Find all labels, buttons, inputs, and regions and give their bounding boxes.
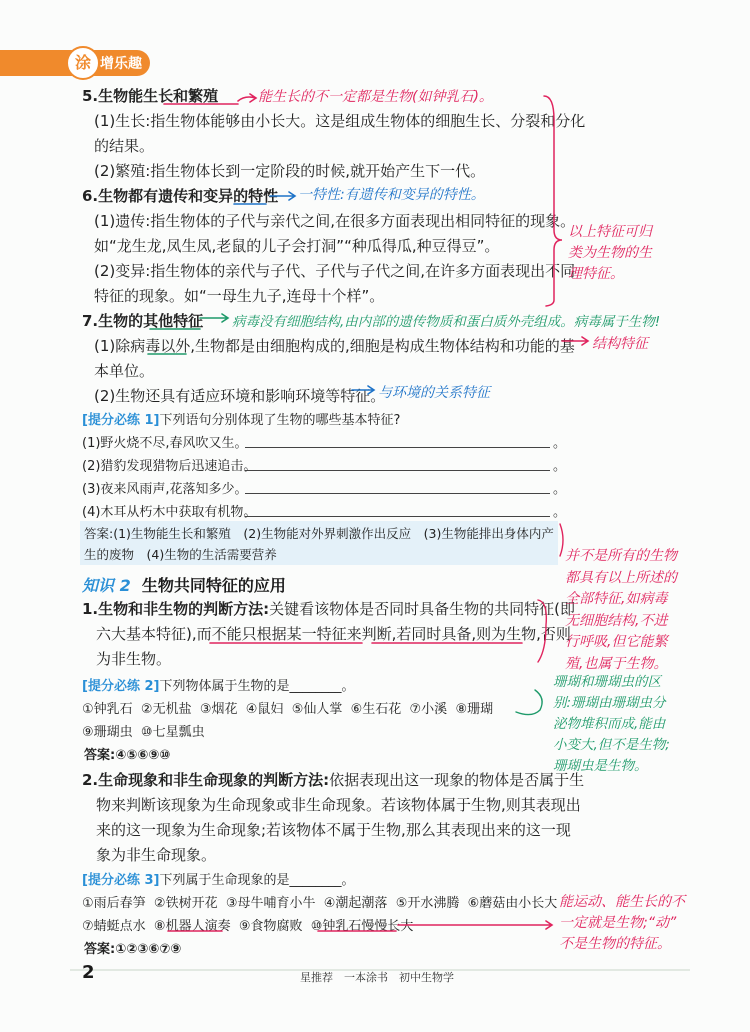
exercise2-options-row2: ⑨珊瑚虫 ⑩七星瓢虫 <box>82 725 205 740</box>
section7-p2: (2)生物还具有适应环境和影响环境等特征。 <box>94 387 386 405</box>
page: 涂 增乐趣 5.生物能生长和繁殖 (1)生长:指生物体能够由小长大。这是组成生物体的细胞生长、分裂和分化 的结果。 (2)繁殖:指生物体长到一定阶段的时候,就开始产生下一代。 6.生物都有遗传和变异的特性 (1)遗传:指生物体的子代与亲代之间,在很多方面表现出相同特征的现象。 如“龙生龙,凤生凤,老鼠的儿子会打洞”“种瓜得瓜,种豆得豆”。 (2)变异:指生物体的亲代与子代、子代与子代之间,在许多方面表现出不同 特征的现象。如“一母生九子,连母十个样”。 7.生物的其他特征 (1)除病毒以外,生物都是由细胞构成的,细胞是构成生物体结构和功能的基 本单位。 (2)生物还具有适应环境和影响环境等特征。 [提分必练 1]下列语句分别体现了生物的哪些基本特征? (1)野火烧不尽,春风吹又生。 。 (2)猎豹发现猎物后迅速追击。 。 (3)夜来风雨声,花落知多少。 。 (4)木耳从朽木中获取有机物。 。 答案:(1)生物能生长和繁殖 (2)生物能对外界刺激作出反应 (3)生物能排出身体内产 生的废物 (4)生物的生活需要营养 知识 2 生物共同特征的应用 1.生物和非生物的判断方法:关键看该物体是否同时具备生物的共同特征(即 六大基本特征),而不能只根据某一特征来判断,若同时具备,则为生物,否则 为非生物。 [提分必练 2]下列物体属于生物的是________。 ①钟乳石 ②无机盐 ③烟花 ④鼠妇 ⑤仙人掌 ⑥生石花 ⑦小溪 ⑧珊瑚 ⑨珊瑚虫 ⑩七星瓢虫 答案:④⑤⑥⑨⑩ 2.生命现象和非生命现象的判断方法:依据表现出这一现象的物体是否属于生 物来判断该现象为生命现象或非生命现象。若该物体属于生物,则其表现出 来的这一现象为生命现象;若该物体不属于生物,那么其表现出来的这一现 象为非生命现象。 [提分必练 3]下列属于生命现象的是________。 ①雨后春笋 ②铁树开花 ③母牛哺育小牛 ④潮起潮落 ⑤开水沸腾 ⑥蘑菇由小长大 ⑦蜻蜓点水 ⑧机器人演奏 ⑨食物腐败 ⑩钟乳石慢慢长大 答案:①②③⑥⑦⑨ 能生长的不一定都是生物(如钟乳石)。 一特性:有遗传和变异的特性。 以上特征可归 类为生物的生 理特征。 病毒没有细胞结构,由内部的遗传物质和蛋白质外壳组成。病毒属于生物! 结构特征 与环境的关系特征 并不是所有的生物 都具有以上所述的 全部特征,如病毒 无细胞结构,不进 行呼吸,但它能繁 殖,也属于生物。 珊瑚和珊瑚虫的区 别:珊瑚由珊瑚虫分 泌物堆积而成,能由 小变大,但不是生物; 珊瑚虫是生物。 能运动、能生长的不 一定就是生物;“动” 不是生物的特征。 2 星推荐 一本涂书 初中生物学 <box>0 0 750 1032</box>
section7-p1b: 本单位。 <box>94 362 155 380</box>
section7-p1a: (1)除病毒以外,生物都是由细胞构成的,细胞是构成生物体结构和功能的基 <box>94 337 575 355</box>
method2-line2: 物来判断该现象为生命现象或非生命现象。若该物体属于生物,则其表现出 <box>96 796 581 814</box>
section6-p2a: (2)变异:指生物体的亲代与子代、子代与子代之间,在许多方面表现出不同 <box>94 262 576 280</box>
arrow-environment <box>352 386 374 394</box>
note-physiological: 以上特征可归 类为生物的生 理特征。 <box>568 224 652 282</box>
method2-line1: 2.生命现象和非生命现象的判断方法:依据表现出这一现象的物体是否属于生 <box>82 771 585 789</box>
exercise1-answer-line1: 答案:(1)生物能生长和繁殖 (2)生物能对外界刺激作出反应 (3)生物能排出身体内产 <box>84 526 554 541</box>
header-label: 增乐趣 <box>100 56 142 72</box>
note-not-all: 并不是所有的生物 都具有以上所述的 全部特征,如病毒 无细胞结构,不进 行呼吸,但它能繁 殖,也属于生物。 <box>565 548 677 672</box>
method2-line3: 来的这一现象为生命现象;若该物体不属于生物,那么其表现出来的这一现 <box>96 821 571 839</box>
bracket-coral <box>516 690 542 715</box>
exercise1-answer-line2: 生的废物 (4)生物的生活需要营养 <box>84 547 277 562</box>
footer-book: 星推荐 一本涂书 初中生物学 <box>300 971 454 984</box>
section6-p2b: 特征的现象。如“一母生九子,连母十个样”。 <box>94 287 385 305</box>
bracket-physiological <box>544 96 562 306</box>
section7-title: 7.生物的其他特征 <box>82 312 204 330</box>
exercise2-answer: 答案:④⑤⑥⑨⑩ <box>84 748 171 763</box>
knowledge2-heading: 知识 2 生物共同特征的应用 <box>82 576 286 595</box>
arrow-motion <box>398 921 552 929</box>
exercise1-item-2: (2)猎豹发现猎物后迅速追击。 <box>82 459 257 474</box>
section6-title: 6.生物都有遗传和变异的特性 <box>82 187 279 205</box>
exercise3-header: [提分必练 3]下列属于生命现象的是________。 <box>82 873 355 888</box>
exercise3-options-row1: ①雨后春笋 ②铁树开花 ③母牛哺育小牛 ④潮起潮落 ⑤开水沸腾 ⑥蘑菇由小长大 <box>82 896 558 911</box>
note-environment: 与环境的关系特征 <box>378 385 490 401</box>
section5-p2: (2)繁殖:指生物体长到一定阶段的时候,就开始产生下一代。 <box>94 162 486 180</box>
exercise1-header: [提分必练 1]下列语句分别体现了生物的哪些基本特征? <box>82 413 401 428</box>
section5-p1b: 的结果。 <box>94 137 155 155</box>
section6-p1b: 如“龙生龙,凤生凤,老鼠的儿子会打洞”“种瓜得瓜,种豆得豆”。 <box>94 237 500 255</box>
exercise3-answer: 答案:①②③⑥⑦⑨ <box>84 942 182 957</box>
section5-p1a: (1)生长:指生物体能够由小长大。这是组成生物体的细胞生长、分裂和分化 <box>94 112 586 130</box>
bracket-method1 <box>538 600 546 662</box>
section5-title: 5.生物能生长和繁殖 <box>82 87 219 105</box>
note-growth: 能生长的不一定都是生物(如钟乳石)。 <box>258 89 493 105</box>
exercise1-item-1: (1)野火烧不尽,春风吹又生。 <box>82 436 248 451</box>
exercise1-item-4: (4)木耳从朽木中获取有机物。 <box>82 505 257 520</box>
exercise1-item-3: (3)夜来风雨声,花落知多少。 <box>82 482 248 497</box>
note-coral: 珊瑚和珊瑚虫的区 别:珊瑚由珊瑚虫分 泌物堆积而成,能由 小变大,但不是生物; 珊瑚虫是生物。 <box>553 674 670 774</box>
arrow-trait <box>270 192 295 200</box>
exercise2-header: [提分必练 2]下列物体属于生物的是________。 <box>82 679 355 694</box>
method1-line2: 六大基本特征),而不能只根据某一特征来判断,若同时具备,则为生物,否则 <box>96 625 571 643</box>
method1-line1: 1.生物和非生物的判断方法:关键看该物体是否同时具备生物的共同特征(即 <box>82 600 575 618</box>
logo-icon: 涂 <box>66 46 100 80</box>
arrow-other <box>200 314 228 322</box>
arrow-growth <box>238 94 256 102</box>
section6-p1a: (1)遗传:指生物体的子代与亲代之间,在很多方面表现出相同特征的现象。 <box>94 212 576 230</box>
note-structure: 结构特征 <box>592 336 648 352</box>
page-number: 2 <box>82 962 95 983</box>
exercise3-options-row2: ⑦蜻蜓点水 ⑧机器人演奏 ⑨食物腐败 ⑩钟乳石慢慢长大 <box>82 919 414 934</box>
arrow-structure <box>562 337 588 345</box>
exercise2-options-row1: ①钟乳石 ②无机盐 ③烟花 ④鼠妇 ⑤仙人掌 ⑥生石花 ⑦小溪 ⑧珊瑚 <box>82 702 494 717</box>
note-heredity: 一特性:有遗传和变异的特性。 <box>298 187 485 203</box>
method2-line4: 象为非生命现象。 <box>96 846 217 864</box>
bracket-not-all <box>560 524 563 556</box>
method1-line3: 为非生物。 <box>96 650 172 668</box>
note-motion: 能运动、能生长的不 一定就是生物;“动” 不是生物的特征。 <box>559 894 685 952</box>
note-virus: 病毒没有细胞结构,由内部的遗传物质和蛋白质外壳组成。病毒属于生物! <box>232 314 661 330</box>
